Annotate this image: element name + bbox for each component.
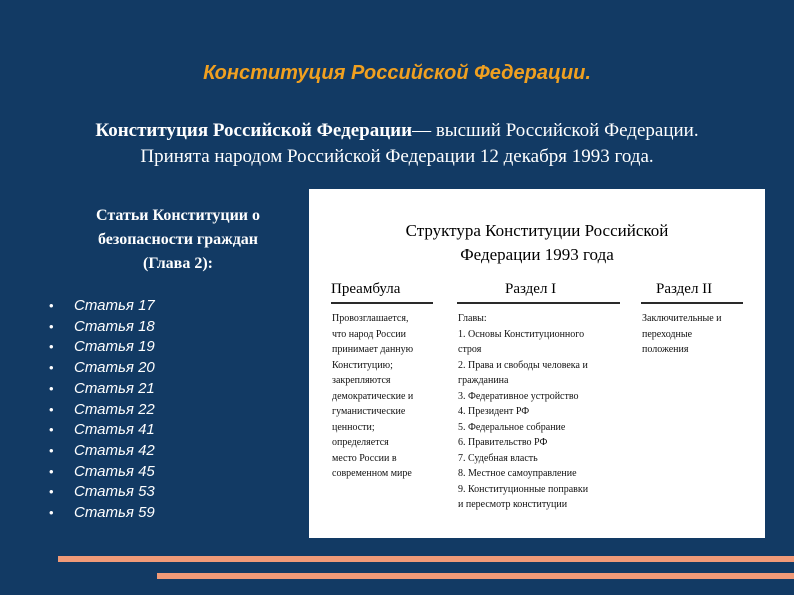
article-label: Статья 41 — [74, 421, 155, 439]
article-item — [46, 379, 155, 400]
article-item — [46, 503, 155, 524]
section-2-body — [642, 311, 754, 358]
structure-line: гражданина — [458, 375, 509, 386]
structure-line: гуманистические — [332, 406, 406, 417]
articles-heading — [62, 204, 294, 276]
structure-line: принимает данную — [332, 344, 414, 355]
structure-line: положения — [642, 344, 689, 355]
section-1-rule — [457, 302, 620, 304]
bullet-icon: • — [49, 298, 54, 313]
article-item — [46, 441, 155, 462]
definition-text: — высший Российской Федерации. — [412, 120, 699, 141]
structure-line: и пересмотр конституции — [458, 499, 568, 510]
accent-bar-top — [58, 556, 794, 562]
structure-line: место России в — [332, 452, 397, 464]
article-label: Статья 42 — [74, 441, 155, 459]
bullet-icon: • — [49, 380, 54, 396]
article-label: Статья 59 — [74, 504, 155, 522]
bullet-icon: • — [49, 463, 54, 479]
structure-line: Заключительные и — [642, 313, 722, 324]
structure-line: 7. Судебная власть — [458, 452, 538, 464]
structure-line: ценности; — [332, 421, 375, 433]
accent-bar-bottom — [157, 573, 794, 579]
structure-line: 6. Правительство РФ — [458, 437, 548, 448]
structure-line: что народ России — [332, 328, 406, 340]
articles-heading-line-2: безопасности граждан — [97, 231, 259, 248]
article-item — [46, 358, 155, 379]
structure-line: 5. Федеральное собрание — [458, 421, 566, 433]
structure-line: Конституцию; — [332, 359, 393, 371]
section-2-header: Раздел II — [656, 281, 713, 297]
articles-heading-line-3: (Глава 2): — [143, 255, 213, 272]
article-label: Статья 53 — [74, 483, 155, 501]
constitution-structure-image — [309, 189, 765, 538]
structure-line: 8. Местное самоуправление — [458, 468, 577, 479]
preamble-body — [332, 311, 450, 482]
structure-line: 2. Права и свободы человека и — [458, 359, 588, 371]
structure-line: 9. Конституционные поправки — [458, 483, 589, 495]
structure-title-line-1: Структура Конституции Российской — [405, 221, 669, 240]
slide-title: Конституция Российской Федерации. — [203, 62, 591, 84]
structure-line: 1. Основы Конституционного — [458, 328, 585, 340]
structure-line: переходные — [642, 328, 693, 340]
structure-line: Провозглашается, — [332, 313, 409, 324]
article-item — [46, 482, 155, 503]
bullet-icon: • — [49, 484, 54, 500]
structure-line: закрепляются — [332, 375, 391, 386]
bullet-icon: • — [49, 318, 54, 334]
bullet-icon: • — [49, 442, 54, 458]
definition-line-1 — [0, 118, 794, 144]
bullet-icon: • — [49, 360, 54, 376]
bullet-icon: • — [49, 505, 54, 521]
article-label: Статья 21 — [74, 379, 155, 397]
preamble-header: Преамбула — [331, 281, 401, 297]
articles-heading-line-1: Статьи Конституции о — [95, 207, 261, 224]
section-1-header: Раздел I — [505, 281, 557, 297]
article-item — [46, 462, 155, 483]
structure-line: 4. Президент РФ — [458, 406, 530, 417]
article-item — [46, 420, 155, 441]
bullet-icon: • — [49, 401, 54, 417]
article-label: Статья 45 — [74, 462, 155, 480]
article-label: Статья 19 — [74, 338, 155, 356]
structure-line: демократические и — [332, 390, 414, 402]
structure-title — [309, 219, 765, 267]
structure-line: Главы: — [458, 313, 487, 324]
article-label: Статья 17 — [74, 297, 155, 314]
article-item — [46, 317, 155, 338]
definition-term: Конституция Российской Федерации — [95, 120, 413, 141]
definition-line-2: Принята народом Российской Федерации 12 декабря 1993 года. — [140, 146, 654, 167]
bullet-icon: • — [49, 422, 54, 438]
preamble-rule — [331, 302, 433, 304]
structure-line: современном мире — [332, 468, 412, 479]
article-item — [46, 400, 155, 421]
bullet-icon: • — [49, 339, 54, 355]
article-item — [46, 296, 155, 317]
constitution-definition — [0, 118, 794, 170]
structure-line: 3. Федеративное устройство — [458, 390, 579, 402]
articles-list — [46, 296, 155, 524]
section-2-rule — [641, 302, 743, 304]
article-label: Статья 18 — [74, 317, 155, 335]
article-label: Статья 22 — [74, 400, 155, 418]
article-label: Статья 20 — [74, 359, 155, 377]
structure-line: строя — [458, 344, 482, 355]
section-1-body — [458, 311, 630, 513]
structure-title-line-2: Федерации 1993 года — [460, 245, 614, 264]
structure-line: определяется — [332, 437, 389, 448]
article-item — [46, 337, 155, 358]
